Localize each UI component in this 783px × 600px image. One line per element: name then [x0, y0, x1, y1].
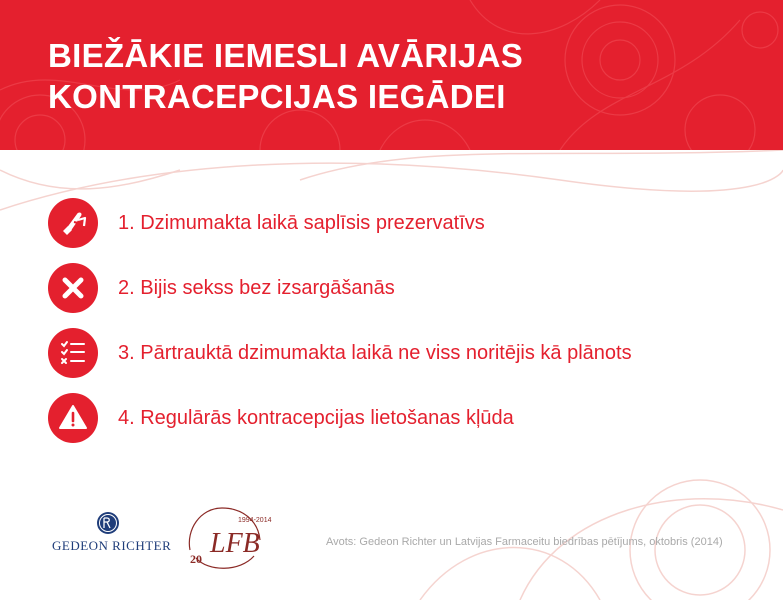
svg-text:LFB: LFB — [210, 528, 260, 559]
svg-text:20: 20 — [190, 552, 202, 566]
source-note: Avots: Gedeon Richter un Latvijas Farmaceitu biedrības pētījums, oktobris (2014) — [326, 536, 723, 548]
lfb-logo — [180, 500, 272, 575]
warning-icon — [48, 393, 98, 443]
reason-label: 1. Dzimumakta laikā saplīsis prezervatīvs — [118, 212, 485, 234]
gedeon-richter-logo — [52, 510, 172, 555]
svg-text:1994-2014: 1994-2014 — [238, 517, 272, 524]
title-line-1: BIEŽĀKIE IEMESLI AVĀRIJAS — [48, 37, 524, 74]
title-line-2: KONTRACEPCIJAS IEGĀDEI — [48, 78, 506, 115]
list-item — [48, 198, 748, 248]
torn-condom-icon — [48, 198, 98, 248]
reason-label: 3. Pārtrauktā dzimumakta laikā ne viss noritējis kā plānots — [118, 342, 632, 364]
list-item — [48, 393, 748, 443]
reason-label: 4. Regulārās kontracepcijas lietošanas kļūda — [118, 407, 514, 429]
page-title — [48, 35, 523, 117]
list-item — [48, 263, 748, 313]
gedeon-richter-emblem — [52, 510, 172, 540]
checklist-icon — [48, 328, 98, 378]
header-banner — [0, 0, 783, 150]
gedeon-richter-wordmark: GEDEON RICHTER — [52, 538, 172, 553]
reason-label: 2. Bijis sekss bez izsargāšanās — [118, 277, 395, 299]
list-item — [48, 328, 748, 378]
cross-icon — [48, 263, 98, 313]
